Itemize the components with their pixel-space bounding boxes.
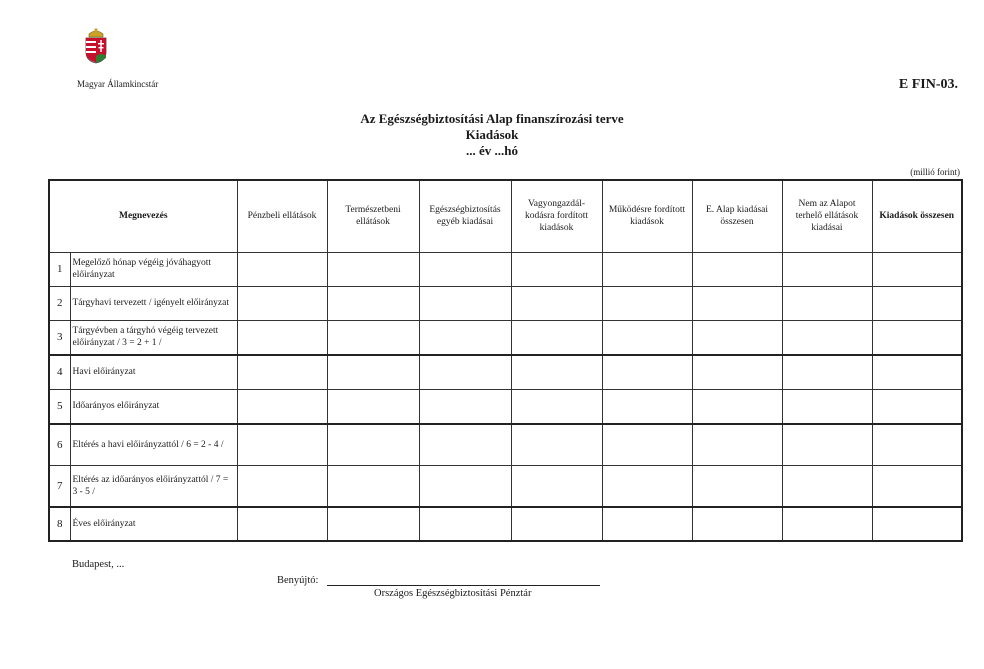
table-row: [49, 424, 962, 465]
table-cell[interactable]: [419, 424, 511, 465]
col-header-grand-total: Kiadások összesen: [872, 180, 962, 252]
table-cell[interactable]: [511, 286, 602, 320]
table-cell[interactable]: [327, 286, 419, 320]
table-cell[interactable]: [511, 355, 602, 389]
col-header-other-health-expenses: Egészségbiztosítás egyéb kiadásai: [419, 180, 511, 252]
col-header-name: Megnevezés: [49, 180, 237, 252]
table-cell[interactable]: [237, 252, 327, 286]
table-cell[interactable]: [327, 424, 419, 465]
row-number: 5: [49, 389, 70, 424]
table-cell[interactable]: [511, 507, 602, 541]
table-cell[interactable]: [872, 320, 962, 355]
table-cell[interactable]: [237, 286, 327, 320]
row-number: 6: [49, 424, 70, 465]
col-header-cash-benefits: Pénzbeli ellátások: [237, 180, 327, 252]
table-cell[interactable]: [602, 355, 692, 389]
table-cell[interactable]: [602, 286, 692, 320]
table-cell[interactable]: [602, 507, 692, 541]
document-title: [0, 111, 984, 159]
row-number: 1: [49, 252, 70, 286]
unit-note: (millió forint): [910, 167, 960, 177]
row-number: 8: [49, 507, 70, 541]
submitter-org: Országos Egészségbiztosítási Pénztár: [374, 588, 532, 599]
table-cell[interactable]: [782, 286, 872, 320]
table-cell[interactable]: [602, 424, 692, 465]
org-name: Magyar Államkincstár: [77, 79, 159, 89]
table-cell[interactable]: [327, 507, 419, 541]
col-header-asset-management: Vagyongazdál-kodásra fordított kiadások: [511, 180, 602, 252]
table-cell[interactable]: [511, 389, 602, 424]
table-cell[interactable]: [872, 252, 962, 286]
row-label: Időarányos előirányzat: [70, 389, 237, 424]
row-number: 2: [49, 286, 70, 320]
table-cell[interactable]: [511, 252, 602, 286]
table-cell[interactable]: [692, 252, 782, 286]
table-cell[interactable]: [419, 389, 511, 424]
table-cell[interactable]: [237, 465, 327, 507]
table-cell[interactable]: [237, 507, 327, 541]
table-row: [49, 507, 962, 541]
table-cell[interactable]: [872, 465, 962, 507]
table-row: [49, 355, 962, 389]
table-cell[interactable]: [237, 424, 327, 465]
table-cell[interactable]: [872, 507, 962, 541]
title-line-1: Az Egészségbiztosítási Alap finanszírozási terve: [360, 111, 624, 126]
table-cell[interactable]: [419, 465, 511, 507]
table-cell[interactable]: [692, 465, 782, 507]
row-number: 3: [49, 320, 70, 355]
row-number: 4: [49, 355, 70, 389]
table-cell[interactable]: [872, 389, 962, 424]
table-cell[interactable]: [872, 355, 962, 389]
table-cell[interactable]: [327, 355, 419, 389]
table-cell[interactable]: [782, 424, 872, 465]
table-cell[interactable]: [872, 424, 962, 465]
table-cell[interactable]: [602, 389, 692, 424]
table-cell[interactable]: [327, 320, 419, 355]
table-row: [49, 465, 962, 507]
submitter-label: Benyújtó:: [277, 575, 319, 586]
table-cell[interactable]: [692, 355, 782, 389]
row-label: Havi előirányzat: [70, 355, 237, 389]
table-cell[interactable]: [419, 320, 511, 355]
row-number: 7: [49, 465, 70, 507]
row-label: Tárgyévben a tárgyhó végéig tervezett előirányzat / 3 = 2 + 1 /: [70, 320, 237, 355]
row-label: Eltérés a havi előirányzattól / 6 = 2 - 4 /: [70, 424, 237, 465]
table-cell[interactable]: [782, 355, 872, 389]
table-cell[interactable]: [692, 286, 782, 320]
table-cell[interactable]: [327, 389, 419, 424]
row-label: Éves előirányzat: [70, 507, 237, 541]
table-cell[interactable]: [327, 252, 419, 286]
table-cell[interactable]: [692, 320, 782, 355]
table-cell[interactable]: [782, 320, 872, 355]
row-label: Eltérés az időarányos előirányzattól / 7 = 3 - 5 /: [70, 465, 237, 507]
table-row: [49, 252, 962, 286]
table-cell[interactable]: [419, 355, 511, 389]
row-label: Tárgyhavi tervezett / igényelt előirányzat: [70, 286, 237, 320]
table-cell[interactable]: [327, 465, 419, 507]
hungarian-coat-of-arms-icon: [83, 28, 109, 64]
expenses-table: [48, 179, 963, 542]
table-cell[interactable]: [782, 507, 872, 541]
table-cell[interactable]: [692, 389, 782, 424]
table-row: [49, 320, 962, 355]
table-row: [49, 389, 962, 424]
table-cell[interactable]: [872, 286, 962, 320]
table-cell[interactable]: [419, 252, 511, 286]
table-cell[interactable]: [692, 424, 782, 465]
row-label: Megelőző hónap végéig jóváhagyott előirányzat: [70, 252, 237, 286]
table-cell[interactable]: [237, 389, 327, 424]
table-cell[interactable]: [511, 424, 602, 465]
table-cell[interactable]: [419, 507, 511, 541]
table-cell[interactable]: [602, 320, 692, 355]
col-header-fund-total: E. Alap kiadásai összesen: [692, 180, 782, 252]
table-cell[interactable]: [237, 355, 327, 389]
table-cell[interactable]: [782, 389, 872, 424]
table-cell[interactable]: [511, 320, 602, 355]
form-code: E FIN-03.: [898, 77, 958, 92]
col-header-in-kind-benefits: Természetbeni ellátások: [327, 180, 419, 252]
col-header-non-fund-benefits: Nem az Alapot terhelő ellátások kiadásai: [782, 180, 872, 252]
title-line-2: Kiadások: [465, 127, 519, 142]
table-cell[interactable]: [782, 465, 872, 507]
table-cell[interactable]: [511, 465, 602, 507]
table-cell[interactable]: [419, 286, 511, 320]
table-cell[interactable]: [782, 252, 872, 286]
table-row: [49, 286, 962, 320]
place-date: Budapest, ...: [72, 559, 125, 570]
table-cell[interactable]: [602, 252, 692, 286]
table-cell[interactable]: [237, 320, 327, 355]
table-cell[interactable]: [602, 465, 692, 507]
title-line-3: ... év ...hó: [466, 143, 518, 158]
signature-line[interactable]: [327, 585, 600, 586]
table-cell[interactable]: [692, 507, 782, 541]
col-header-operations: Működésre fordított kiadások: [602, 180, 692, 252]
